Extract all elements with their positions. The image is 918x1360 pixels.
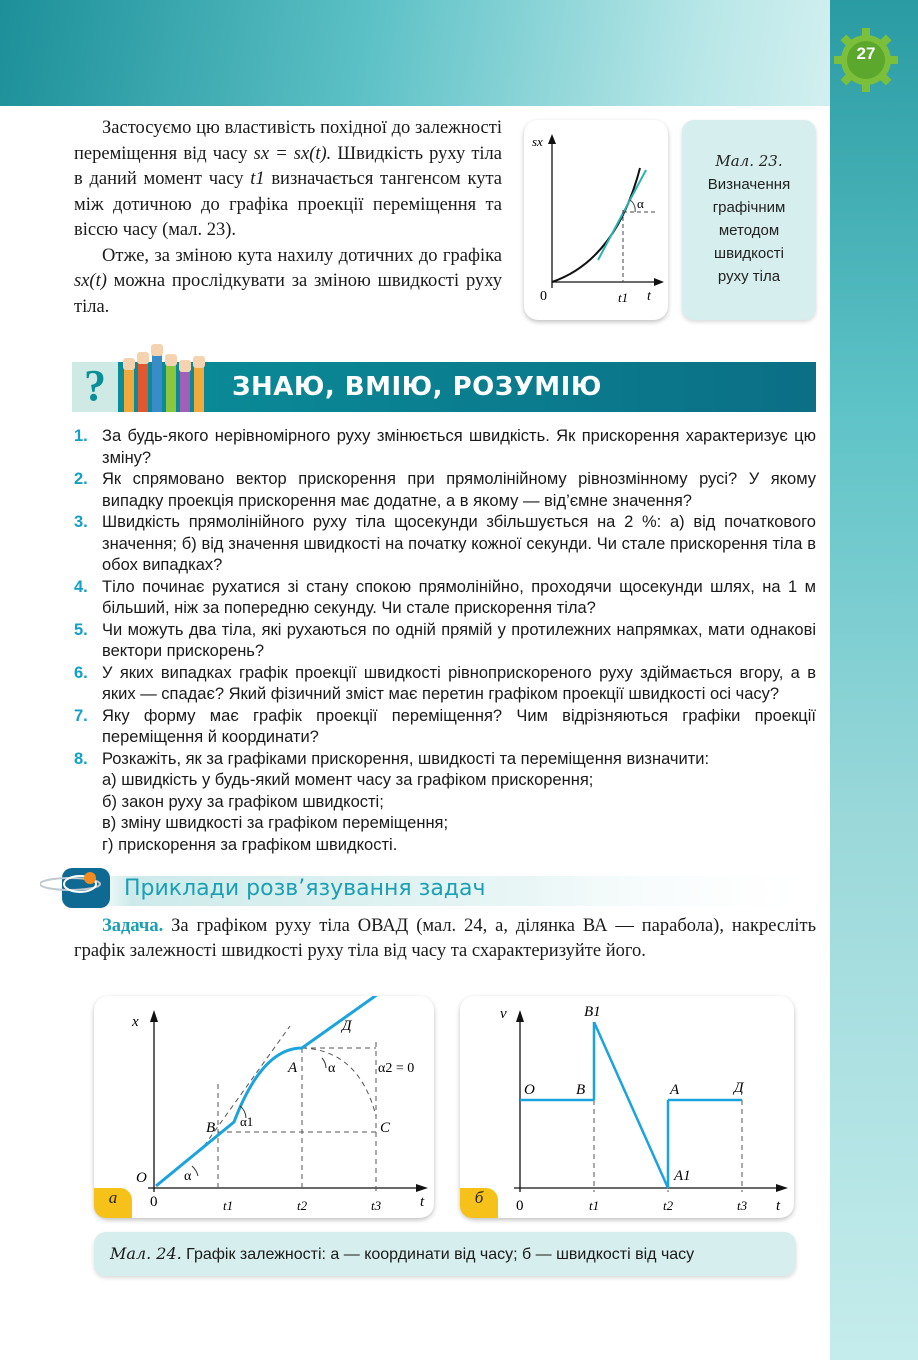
figure-24a [94, 996, 434, 1218]
question-text: Тіло починає рухатися зі стану спокою прямолінійно, проходячи щосекунди шлях, на 1 м більший, ніж за попередню секунду. Чи стале прискорення тіла? [102, 577, 816, 617]
sub-item: б) закон руху за графіком швидкості; [102, 792, 384, 811]
fig24a-angle-alpha: α [184, 1169, 192, 1184]
figure-24-caption [94, 1232, 796, 1276]
question-number: 3. [74, 513, 88, 531]
question-text: У яких випадках графік проекції швидкості рівноприскореного руху здіймається вгору, а в яких — спадає? Який фізичний зміст має перетин графіком проекції швидкості осі часу? [102, 663, 816, 703]
fig24a-tick-t3: t3 [371, 1198, 382, 1213]
list-item [74, 426, 816, 469]
figure-24b-tag: б [460, 1188, 498, 1218]
fig24a-y-label: x [132, 1014, 139, 1030]
section-title: ЗНАЮ, ВМІЮ, РОЗУМІЮ [232, 372, 602, 402]
figure-24-label: Мал. 24. [110, 1244, 182, 1263]
question-text: Швидкість прямолінійного руху тіла щосекунди збільшується на 2 %: а) від початкового значення; б) від значення швидкості на початку кожної секунди. Чи стале прискорення тіла в обох випадках? [102, 513, 816, 574]
sub-item: г) прискорення за графіком швидкості. [102, 835, 398, 854]
list-item [74, 577, 816, 620]
examples-title: Приклади розв’язування задач [124, 876, 486, 901]
fig24a-point-o: O [136, 1170, 147, 1186]
fig24b-tick-t1: t1 [589, 1198, 600, 1213]
list-item [74, 749, 816, 857]
header-banner [0, 0, 918, 106]
fig24b-point-b: B [576, 1082, 586, 1098]
figure-23 [524, 120, 668, 320]
fig23-angle: α [637, 196, 644, 211]
figure-23-caption-line: швидкості [714, 245, 784, 262]
question-number: 6. [74, 663, 88, 682]
fig24a-tick-t1: t1 [223, 1198, 234, 1213]
orbit-icon [84, 872, 96, 884]
raised-hands-icon [118, 340, 218, 412]
question-text: За будь-якого нерівномірного руху змінюється швидкість. Як прискорення характеризує цю зміну? [102, 427, 816, 467]
fig24a-angle-alpha2: α2 = 0 [378, 1061, 415, 1076]
question-text: Яку форму має графік проекції переміщення? Чим відрізняються графіки проекції переміщення й координати? [102, 706, 816, 746]
intro-paragraph-1: Застосуємо цю властивість похідної до залежності переміщення від часу sx = sx(t). Швидкість руху тіла в даний момент часу t1 визначається тангенсом кута між дотичною до графіка проекції переміщення та віссю часу (мал. 23). [74, 118, 502, 240]
fig24a-tick-t2: t2 [297, 1198, 308, 1213]
side-banner [830, 0, 918, 1360]
list-item [74, 512, 816, 577]
question-number: 7. [74, 706, 88, 725]
question-list [74, 426, 816, 856]
question-number: 5. [74, 620, 88, 639]
question-mark-icon: ? [84, 361, 106, 410]
fig24b-point-d: Д [734, 1080, 744, 1096]
question-text: Чи можуть два тіла, які рухаються по одній прямій у протилежних напрямках, мати однакові вектори прискорень? [102, 620, 816, 660]
figure-23-caption [682, 120, 816, 320]
fig24a-angle-alpha-other: α [328, 1061, 336, 1076]
figure-24a-tag: а [94, 1188, 132, 1218]
figure-24b [460, 996, 794, 1218]
task-text [74, 914, 816, 964]
list-item [74, 663, 816, 706]
fig24b-x-label: t [776, 1198, 781, 1214]
fig24a-point-c: C [380, 1120, 391, 1136]
figure-24a-plot [94, 996, 434, 1218]
figure-24b-plot [460, 996, 794, 1218]
figure-23-caption-line: методом [718, 222, 780, 239]
task-body: За графіком руху тіла ОВАД (мал. 24, а, ділянка ВА — парабола), накресліть графік залежності швидкості руху тіла від часу та схарактеризуйте його. [74, 916, 816, 961]
fig24b-point-b1: B1 [584, 1004, 601, 1020]
figure-23-caption-line: Визначення [707, 176, 791, 193]
sub-item: а) швидкість у будь-який момент часу за графіком прискорення; [102, 771, 594, 789]
page-number: 27 [856, 44, 876, 63]
list-item [74, 620, 816, 663]
question-number: 2. [74, 470, 88, 488]
list-item [74, 706, 816, 749]
fig24a-point-b: B [206, 1120, 216, 1136]
fig24a-x-label: t [420, 1194, 425, 1210]
fig24a-angle-alpha1: α1 [240, 1114, 254, 1129]
question-text: Як спрямовано вектор прискорення при прямолінійному рівнозмінному русі? У якому випадку проекція прискорення має додатне, а в якому — від’ємне значення? [102, 470, 816, 510]
fig24b-point-a: A [670, 1082, 680, 1098]
intro-text [74, 116, 502, 320]
figure-24-caption-text: Графік залежності: а — координати від часу; б — швидкості від часу [181, 1246, 695, 1263]
question-text: Розкажіть, як за графіками прискорення, швидкості та переміщення визначити: [102, 749, 710, 768]
fig24a-point-d: Д [342, 1018, 352, 1034]
list-item [74, 469, 816, 512]
sub-item: в) зміну швидкості за графіком переміщення; [102, 814, 449, 832]
fig24b-point-o: O [524, 1082, 535, 1098]
fig23-x-label: t [647, 289, 651, 304]
fig24b-origin: 0 [516, 1198, 524, 1214]
fig23-t-mark: t1 [618, 290, 629, 305]
task-lead: Задача. [102, 916, 164, 936]
fig24b-tick-t2: t2 [663, 1198, 674, 1213]
fig23-y-label: sx [532, 134, 543, 149]
fig24a-origin: 0 [150, 1194, 158, 1210]
fig24b-tick-t3: t3 [737, 1198, 748, 1213]
fig24b-point-a1: A1 [674, 1168, 691, 1184]
fig24b-y-label: v [500, 1006, 507, 1022]
figure-23-caption-line: руху тіла [717, 268, 781, 285]
fig24a-point-a: A [288, 1060, 298, 1076]
question-number: 8. [74, 749, 88, 768]
figure-23-label: Мал. 23. [715, 152, 783, 170]
section-header [72, 362, 816, 412]
figure-23-plot [524, 120, 668, 320]
question-number: 4. [74, 577, 88, 596]
fig23-origin: 0 [540, 289, 547, 304]
intro-paragraph-2: Отже, за зміною кута нахилу дотичних до графіка sx(t) можна прослідкувати за зміною швидкості руху тіла. [74, 245, 502, 317]
figure-23-caption-line: графічним [712, 199, 786, 216]
question-number: 1. [74, 427, 88, 445]
